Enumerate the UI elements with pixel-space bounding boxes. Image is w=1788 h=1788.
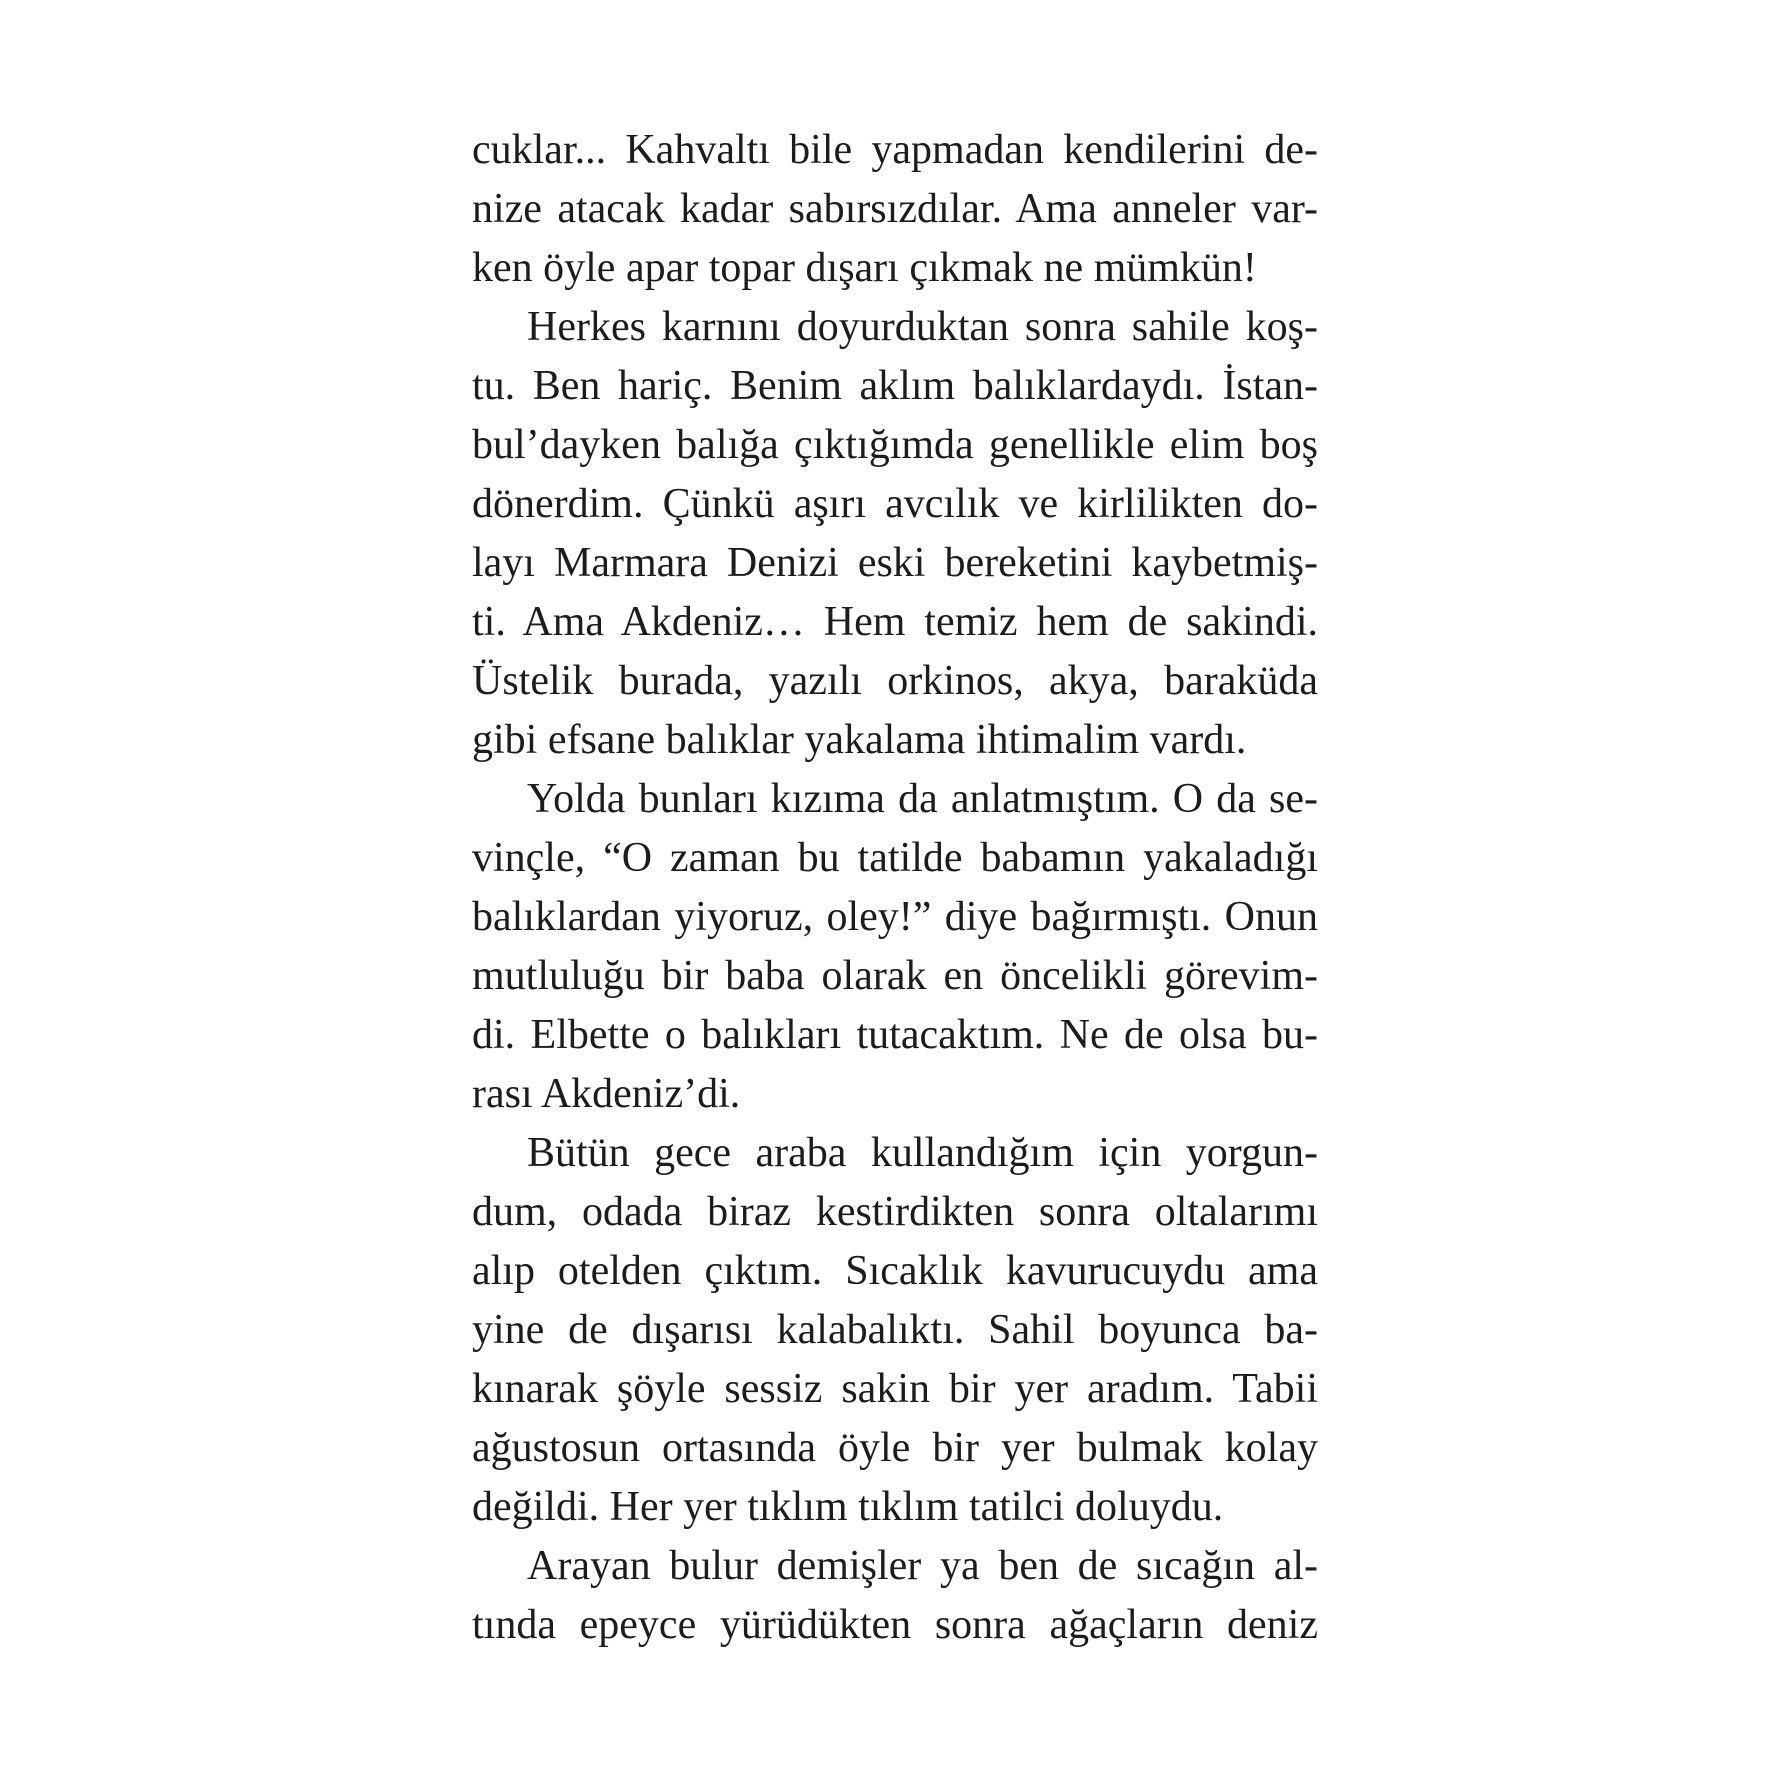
text-line: dum, odada biraz kestirdikten sonra oltalarımı <box>472 1189 1318 1235</box>
page-text <box>472 121 1318 1655</box>
text-line: balıklardan yiyoruz, oley!” diye bağırmıştı. Onun <box>472 894 1318 940</box>
text-line: gibi efsane balıklar yakalama ihtimalim vardı. <box>472 717 1247 763</box>
text-line: bul’dayken balığa çıktığımda genellikle elim boş <box>472 422 1318 468</box>
text-line: nize atacak kadar sabırsızdılar. Ama anneler var- <box>472 186 1318 232</box>
text-line: ağustosun ortasında öyle bir yer bulmak kolay <box>472 1425 1318 1471</box>
text-line: ken öyle apar topar dışarı çıkmak ne mümkün! <box>472 245 1257 291</box>
text-line: tında epeyce yürüdükten sonra ağaçların deniz <box>472 1602 1318 1648</box>
text-line: ti. Ama Akdeniz… Hem temiz hem de sakindi. <box>472 599 1318 645</box>
text-line: di. Elbette o balıkları tutacaktım. Ne de olsa bu- <box>472 1012 1318 1058</box>
text-line: Bütün gece araba kullandığım için yorgun- <box>527 1130 1318 1176</box>
text-line: layı Marmara Denizi eski bereketini kaybetmiş- <box>472 540 1318 586</box>
text-line: Üstelik burada, yazılı orkinos, akya, baraküda <box>472 658 1318 704</box>
text-line: Herkes karnını doyurduktan sonra sahile koş- <box>527 304 1318 350</box>
text-line: değildi. Her yer tıklım tıklım tatilci doluydu. <box>472 1484 1224 1530</box>
text-line: rası Akdeniz’di. <box>472 1071 741 1117</box>
text-line: yine de dışarısı kalabalıktı. Sahil boyunca ba- <box>472 1307 1318 1353</box>
text-line: mutluluğu bir baba olarak en öncelikli görevim- <box>472 953 1318 999</box>
text-line: vinçle, “O zaman bu tatilde babamın yakaladığı <box>472 835 1318 881</box>
text-line: Yolda bunları kızıma da anlatmıştım. O da se- <box>527 776 1318 822</box>
text-line: tu. Ben hariç. Benim aklım balıklardaydı. İstan- <box>472 363 1318 409</box>
text-line: kınarak şöyle sessiz sakin bir yer aradım. Tabii <box>472 1366 1318 1412</box>
text-line: alıp otelden çıktım. Sıcaklık kavurucuydu ama <box>472 1248 1318 1294</box>
text-line: dönerdim. Çünkü aşırı avcılık ve kirlilikten do- <box>472 481 1318 527</box>
text-line: cuklar... Kahvaltı bile yapmadan kendilerini de- <box>472 127 1318 173</box>
text-line: Arayan bulur demişler ya ben de sıcağın al- <box>527 1543 1318 1589</box>
